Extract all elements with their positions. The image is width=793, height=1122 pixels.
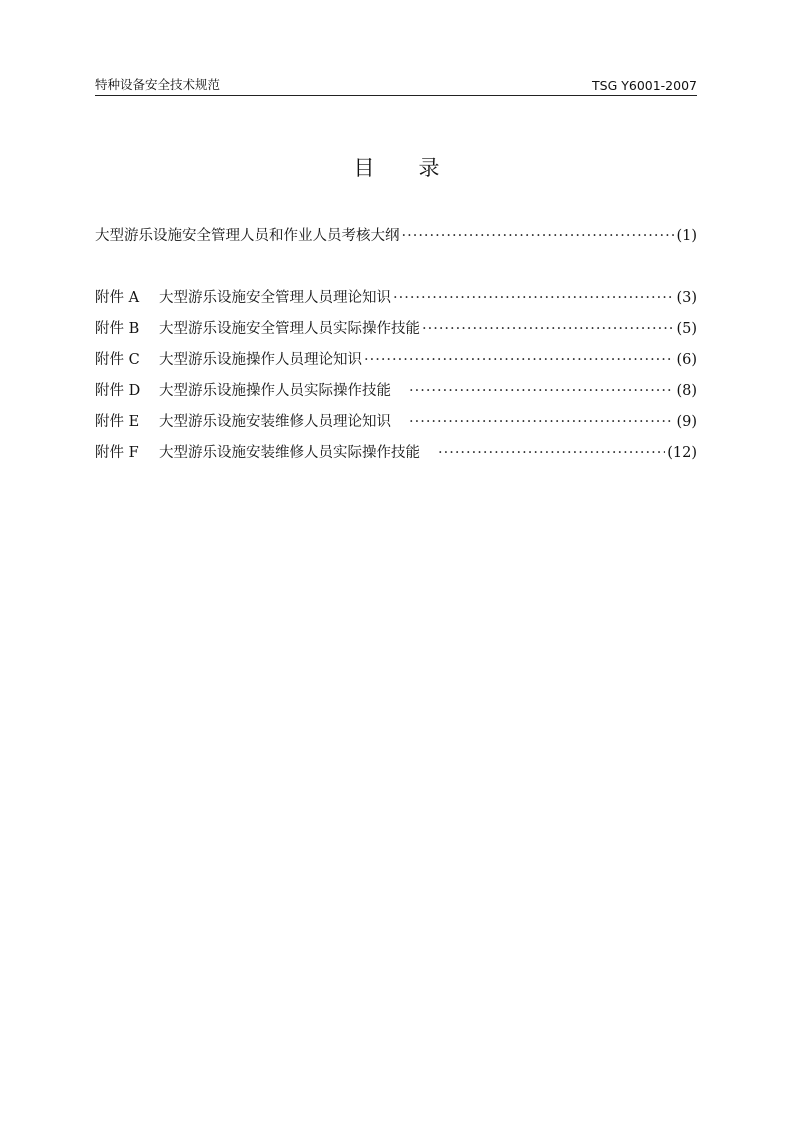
page-title: 目录 xyxy=(353,156,484,180)
toc-page-number: (6) xyxy=(676,352,697,368)
toc-entry-appendix-e[interactable] xyxy=(95,410,697,441)
toc-appendix-prefix: 附件 D xyxy=(95,383,141,399)
toc-entry-label: 大型游乐设施操作人员理论知识 xyxy=(159,352,362,368)
toc-page-number: (8) xyxy=(676,383,697,399)
toc-leader-dots xyxy=(409,383,674,399)
toc-appendix-prefix: 附件 A xyxy=(95,290,140,306)
toc-leader-dots xyxy=(364,352,674,368)
toc-leader-dots xyxy=(402,228,675,244)
toc-appendix-prefix: 附件 F xyxy=(95,445,139,461)
toc-entry-appendix-a[interactable] xyxy=(95,286,697,317)
toc-entry-appendix-f[interactable] xyxy=(95,441,697,472)
toc-entry-label: 大型游乐设施安全管理人员和作业人员考核大纲 xyxy=(95,228,400,244)
toc-entry-appendix-c[interactable] xyxy=(95,348,697,379)
toc-appendix-prefix: 附件 C xyxy=(95,352,140,368)
toc-page-number: (9) xyxy=(676,414,697,430)
toc-entry-label: 大型游乐设施操作人员实际操作技能 xyxy=(159,383,391,399)
toc-appendix-prefix: 附件 E xyxy=(95,414,140,430)
toc-entry-appendix-d[interactable] xyxy=(95,379,697,410)
page-header xyxy=(95,77,697,96)
toc-entry-label: 大型游乐设施安全管理人员实际操作技能 xyxy=(159,321,420,337)
toc-appendix-prefix: 附件 B xyxy=(95,321,140,337)
toc-page-number: (1) xyxy=(676,228,697,244)
header-doc-category: 特种设备安全技术规范 xyxy=(95,77,221,92)
toc-entry-label: 大型游乐设施安装维修人员实际操作技能 xyxy=(159,445,420,461)
header-doc-code: TSG Y6001-2007 xyxy=(592,78,697,93)
toc-page-number: (5) xyxy=(676,321,697,337)
toc-page-number: (12) xyxy=(667,445,697,461)
toc-entry-label: 大型游乐设施安装维修人员理论知识 xyxy=(159,414,391,430)
toc-leader-dots xyxy=(409,414,674,430)
toc-page-number: (3) xyxy=(676,290,697,306)
toc-entry-label: 大型游乐设施安全管理人员理论知识 xyxy=(159,290,391,306)
toc-entry-main[interactable] xyxy=(95,224,697,255)
toc-entry-appendix-b[interactable] xyxy=(95,317,697,348)
toc-leader-dots xyxy=(393,290,674,306)
toc-leader-dots xyxy=(422,321,674,337)
table-of-contents xyxy=(95,224,697,472)
toc-leader-dots xyxy=(438,445,665,461)
